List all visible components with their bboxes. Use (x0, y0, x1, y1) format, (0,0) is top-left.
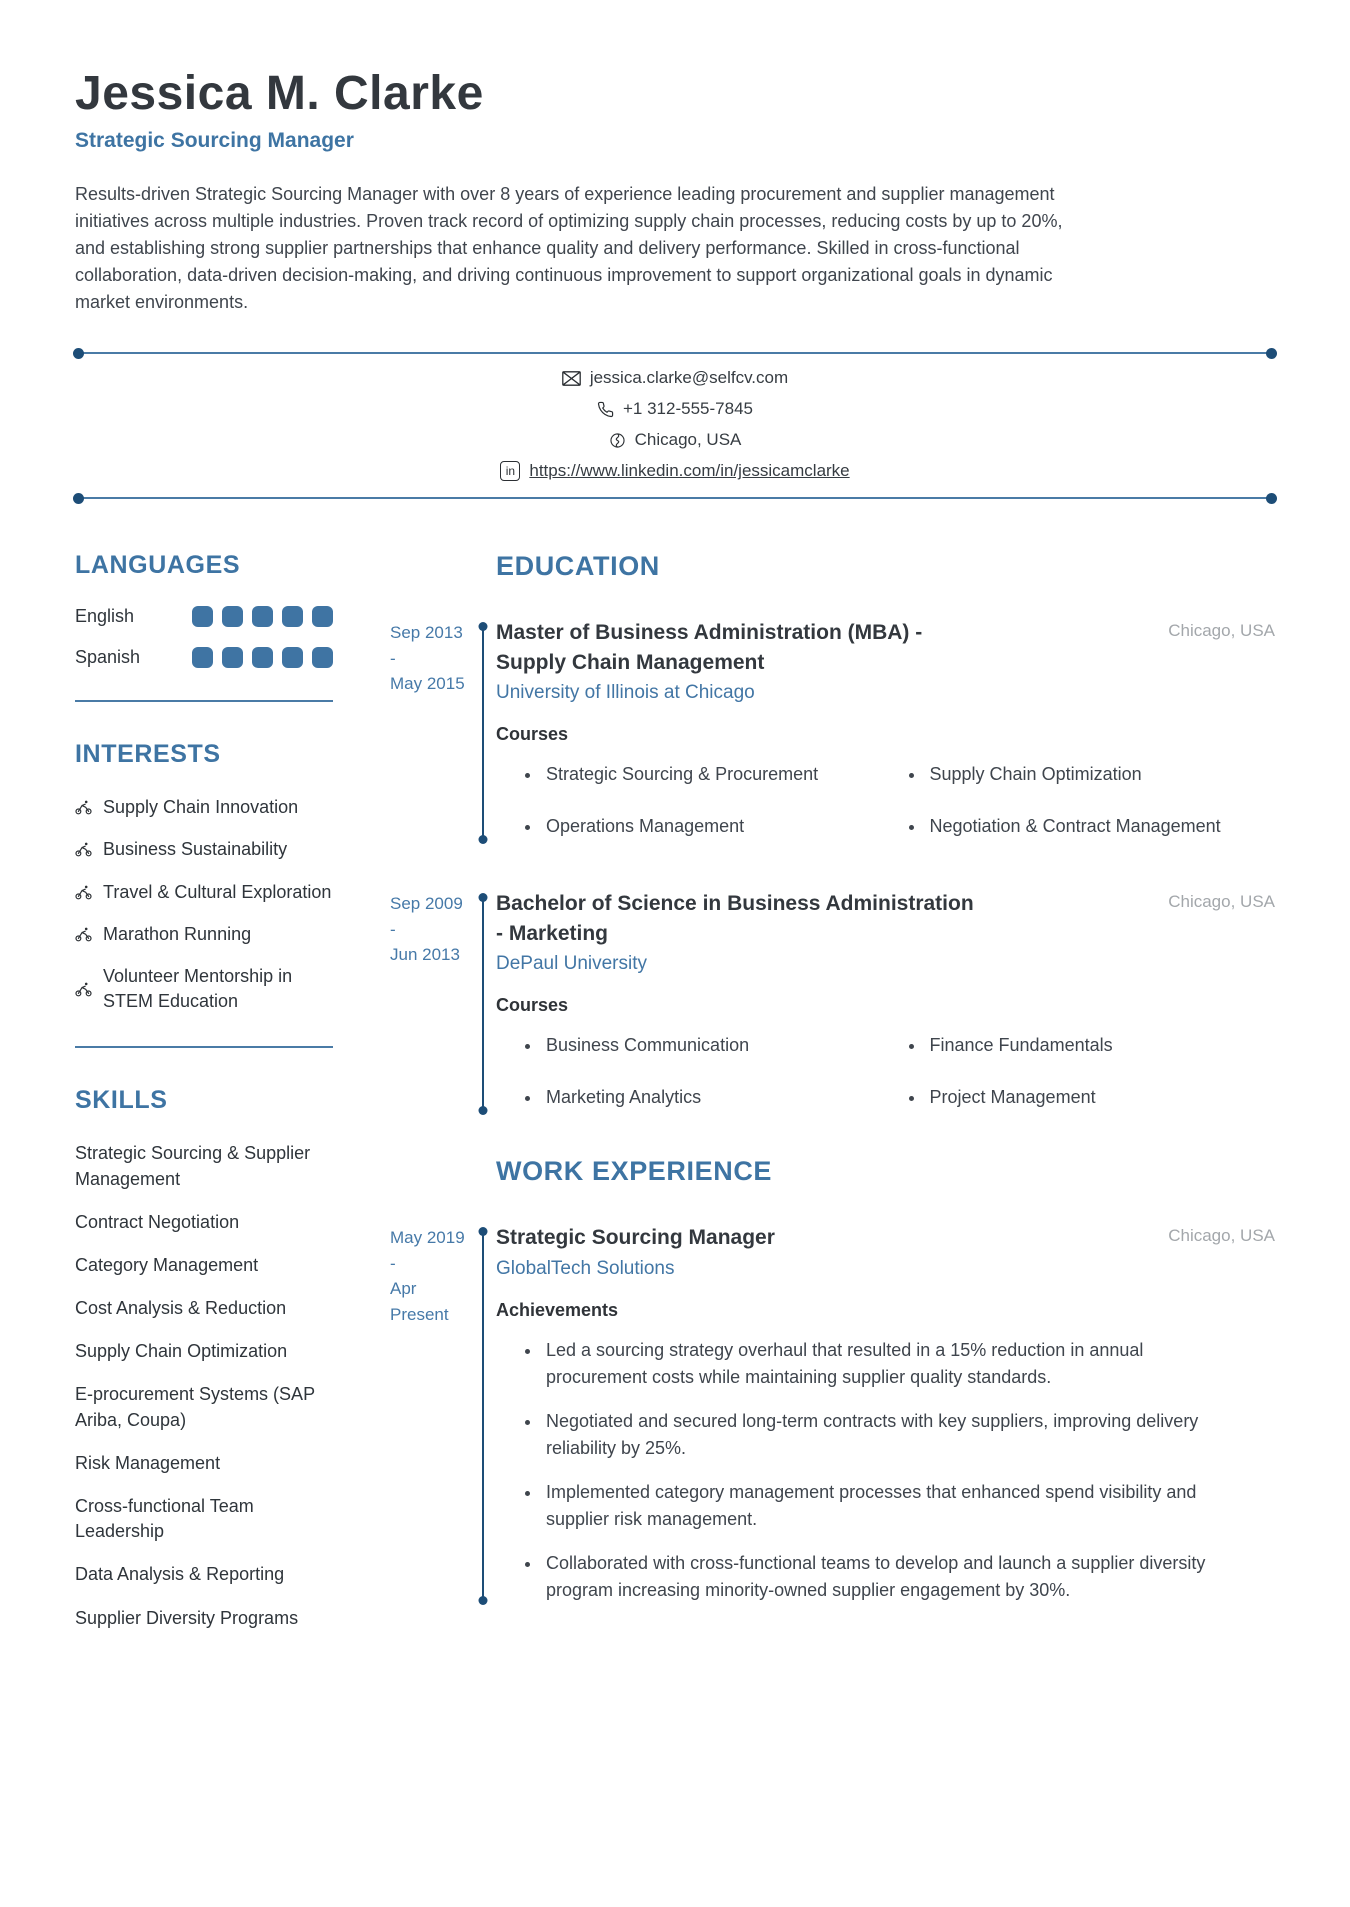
course-item: • Strategic Sourcing & Procurement (542, 761, 882, 787)
languages-heading: LANGUAGES (75, 551, 241, 580)
timeline (470, 618, 496, 845)
date-end-2: Present (390, 1304, 449, 1324)
entry-content (496, 889, 1275, 1116)
achievements-list (496, 1337, 1275, 1604)
cyclist-icon (75, 982, 92, 997)
language-name: Spanish (75, 647, 141, 668)
contact-linkedin-row (500, 461, 849, 481)
timeline (470, 1223, 496, 1605)
achievement-item: • Negotiated and secured long-term contracts with key suppliers, improving delivery reliability by 25%. (542, 1408, 1215, 1462)
interests-heading: INTERESTS (75, 740, 221, 769)
contact-phone-value: +1 312-555-7845 (623, 399, 753, 419)
language-level-indicator (192, 647, 333, 668)
interest-item (75, 837, 333, 862)
company-name: GlobalTech Solutions (496, 1257, 675, 1279)
skill-item: Category Management (75, 1254, 259, 1275)
timeline-dot-bottom (479, 1596, 488, 1605)
date-start: Sep 2009 (390, 894, 463, 914)
two-column-layout (75, 551, 1275, 1645)
skill-item: Data Analysis & Reporting (75, 1564, 285, 1585)
globe-icon (609, 432, 626, 449)
date-start: May 2019 (390, 1228, 465, 1248)
interest-item (75, 795, 333, 820)
level-square (252, 647, 273, 668)
interest-item (75, 964, 333, 1014)
contact-location-row (609, 430, 742, 450)
course-item: • Supply Chain Optimization (926, 761, 1266, 787)
course-item: • Negotiation & Contract Management (926, 813, 1266, 839)
date-separator: - (390, 648, 396, 668)
education-section (390, 551, 1275, 1116)
timeline-line (482, 1232, 484, 1600)
entry-date-range (390, 889, 470, 1116)
left-column (75, 551, 333, 1645)
person-job-title: Strategic Sourcing Manager (75, 129, 354, 153)
resume-header (75, 66, 1275, 316)
languages-section (75, 551, 333, 702)
summary-paragraph: Results-driven Strategic Sourcing Manager with over 8 years of experience leading procurement and supplier management initiatives across multiple industries. Proven track record of optimizing supply chain processes, reducing costs by up to 20%, and establishing strong supplier partnerships that enhance quality and delivery performance. Skilled in cross-functional collaboration, data-driven decision-making, and driving continuous improvement to support organizational goals in dynamic market environments. (75, 184, 1063, 313)
degree-title: Bachelor of Science in Business Administration - Marketing (496, 892, 974, 945)
linkedin-icon: in (500, 461, 520, 481)
contact-phone-row (597, 399, 753, 419)
entry-location: Chicago, USA (1168, 892, 1275, 912)
interest-label: Supply Chain Innovation (103, 797, 299, 818)
skill-item: E-procurement Systems (SAP Ariba, Coupa) (75, 1384, 315, 1430)
achievement-item: • Collaborated with cross-functional teams to develop and launch a supplier diversity program increasing minority-owned supplier engagement by 30%. (542, 1550, 1215, 1604)
contact-section (75, 352, 1275, 499)
linkedin-link[interactable]: https://www.linkedin.com/in/jessicamclarke (529, 461, 850, 481)
language-row (75, 606, 333, 627)
work-entry (390, 1223, 1275, 1605)
job-position-title: Strategic Sourcing Manager (496, 1226, 775, 1250)
school-name: DePaul University (496, 952, 647, 974)
courses-label: Courses (496, 723, 569, 744)
entry-content (496, 1223, 1275, 1605)
work-experience-heading: WORK EXPERIENCE (496, 1156, 773, 1187)
skill-item: Cost Analysis & Reduction (75, 1298, 287, 1319)
interest-item (75, 922, 333, 947)
contact-email-row (562, 368, 788, 388)
phone-icon (597, 401, 614, 418)
course-item: • Marketing Analytics (542, 1084, 882, 1110)
level-square (312, 647, 333, 668)
contact-rows (75, 354, 1275, 497)
timeline (470, 889, 496, 1116)
skills-heading: SKILLS (75, 1086, 168, 1115)
language-name: English (75, 606, 135, 627)
level-square (252, 606, 273, 627)
entry-content (496, 618, 1275, 845)
cyclist-icon (75, 885, 92, 900)
interest-label: Volunteer Mentorship in STEM Education (103, 965, 293, 1012)
skill-item: Strategic Sourcing & Supplier Management (75, 1143, 311, 1189)
course-item: • Finance Fundamentals (926, 1032, 1266, 1058)
cyclist-icon (75, 800, 92, 815)
degree-title: Master of Business Administration (MBA) - Supply Chain Management (496, 621, 923, 674)
contact-location-value: Chicago, USA (634, 430, 742, 450)
interest-label: Travel & Cultural Exploration (103, 881, 332, 902)
education-entry (390, 618, 1275, 845)
courses-label: Courses (496, 994, 569, 1015)
entry-header (496, 889, 1275, 948)
entry-location: Chicago, USA (1168, 1226, 1275, 1246)
work-experience-section (390, 1156, 1275, 1605)
entry-header (496, 1223, 1275, 1252)
skill-item: Cross-functional Team Leadership (75, 1496, 254, 1542)
contact-top-divider (75, 352, 1275, 354)
level-square (282, 606, 303, 627)
cyclist-icon (75, 927, 92, 942)
achievement-item: • Led a sourcing strategy overhaul that resulted in a 15% reduction in annual procurement costs while maintaining supplier quality standards. (542, 1337, 1215, 1391)
course-item: • Business Communication (542, 1032, 882, 1058)
date-separator: - (390, 1253, 396, 1273)
timeline-line (482, 627, 484, 840)
date-start: Sep 2013 (390, 623, 463, 643)
level-square (222, 647, 243, 668)
level-square (192, 647, 213, 668)
contact-email-value: jessica.clarke@selfcv.com (589, 368, 789, 388)
language-level-indicator (192, 606, 333, 627)
level-square (222, 606, 243, 627)
skill-item: Supply Chain Optimization (75, 1341, 288, 1362)
courses-list (496, 761, 1275, 839)
level-square (192, 606, 213, 627)
entry-location: Chicago, USA (1168, 621, 1275, 641)
education-heading: EDUCATION (496, 551, 660, 582)
date-end: May 2015 (390, 674, 465, 694)
achievements-label: Achievements (496, 1299, 619, 1320)
skill-item: Supplier Diversity Programs (75, 1607, 299, 1628)
course-item: • Project Management (926, 1084, 1266, 1110)
timeline-dot-bottom (479, 835, 488, 844)
interest-label: Marathon Running (103, 923, 252, 944)
date-end: Jun 2013 (390, 945, 460, 965)
entry-date-range (390, 1223, 470, 1605)
date-end: Apr (390, 1279, 417, 1299)
entry-header (496, 618, 1275, 677)
contact-bottom-divider (75, 497, 1275, 499)
course-item: • Operations Management (542, 813, 882, 839)
date-separator: - (390, 919, 396, 939)
language-row (75, 647, 333, 668)
timeline-dot-bottom (479, 1106, 488, 1115)
achievement-item: • Implemented category management processes that enhanced spend visibility and supplier risk management. (542, 1479, 1215, 1533)
skill-item: Contract Negotiation (75, 1211, 240, 1232)
interest-item (75, 880, 333, 905)
cyclist-icon (75, 842, 92, 857)
timeline-line (482, 898, 484, 1111)
courses-list (496, 1032, 1275, 1110)
school-name: University of Illinois at Chicago (496, 681, 755, 703)
education-entry (390, 889, 1275, 1116)
person-name: Jessica M. Clarke (75, 67, 484, 120)
interests-section (75, 740, 333, 1048)
skill-item: Risk Management (75, 1452, 221, 1473)
interest-label: Business Sustainability (103, 839, 288, 860)
entry-date-range (390, 618, 470, 845)
right-column (390, 551, 1275, 1645)
skills-section (75, 1086, 333, 1644)
envelope-icon (562, 371, 581, 386)
level-square (312, 606, 333, 627)
level-square (282, 647, 303, 668)
